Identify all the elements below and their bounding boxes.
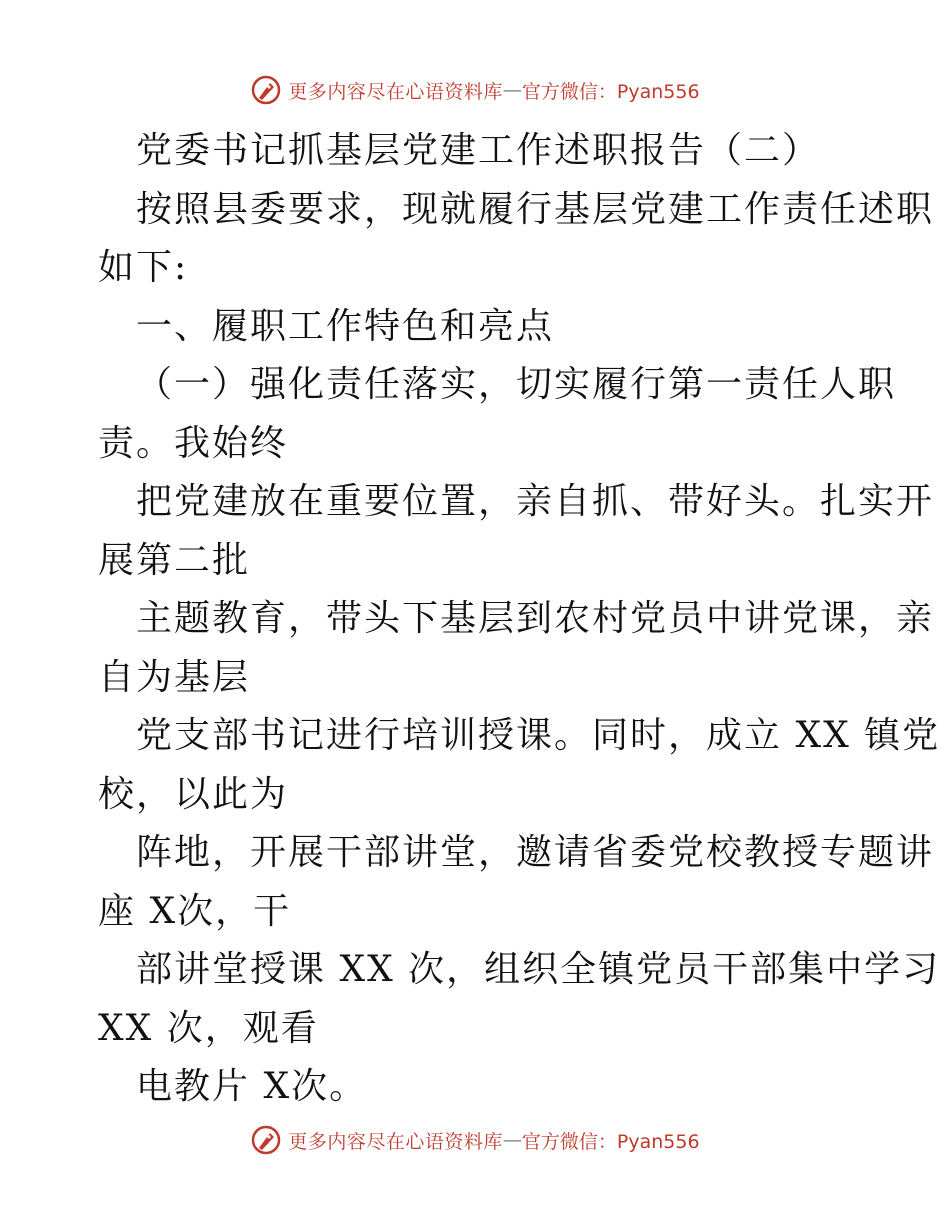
document-body: [98, 122, 941, 1117]
document-line: 展第二批: [98, 539, 251, 581]
banner-text: 更多内容尽在心语资料库: [288, 80, 503, 103]
document-line: 一、履职工作特色和亮点: [136, 305, 555, 347]
banner-separator: —: [502, 79, 522, 101]
document-line: 部讲堂授课 XX 次，组织全镇党员干部集中学习: [136, 949, 941, 990]
document-line: 责。我始终: [98, 422, 289, 464]
document-line: 自为基层: [98, 656, 251, 698]
document-line: 座 X次，干: [98, 890, 292, 932]
pen-nib-logo-icon: [250, 74, 282, 106]
header-banner: [0, 70, 950, 110]
document-line: 按照县委要求，现就履行基层党建工作责任述职: [136, 188, 935, 230]
banner-separator: —: [502, 1129, 522, 1151]
footer-banner: [0, 1120, 950, 1160]
document-line: XX 次，观看: [98, 1007, 319, 1049]
banner-official-account: 官方微信：Pyan556: [521, 1130, 700, 1153]
document-line: （一）强化责任落实，切实履行第一责任人职: [136, 364, 897, 405]
document-line: 主题教育，带头下基层到农村党员中讲党课，亲: [136, 598, 935, 639]
document-line: 校，以此为: [98, 773, 289, 815]
banner-official-account: 官方微信：Pyan556: [521, 80, 700, 103]
document-line: 如下:: [98, 247, 189, 288]
document-line: 电教片 X次。: [136, 1066, 368, 1107]
pen-nib-logo-icon: [250, 1124, 282, 1156]
banner-text: 更多内容尽在心语资料库: [288, 1130, 503, 1153]
document-line: 党委书记抓基层党建工作述职报告（二）: [136, 130, 821, 171]
document-line: 把党建放在重要位置，亲自抓、带好头。扎实开: [136, 481, 935, 522]
document-line: 阵地，开展干部讲堂，邀请省委党校教授专题讲: [136, 832, 935, 873]
document-line: 党支部书记进行培训授课。同时，成立 XX 镇党: [136, 715, 941, 756]
